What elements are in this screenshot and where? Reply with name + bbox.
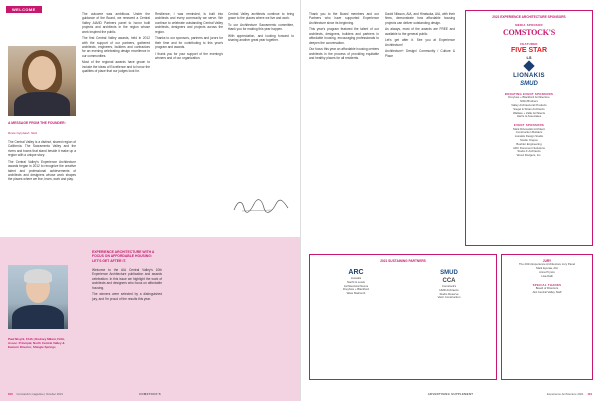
right-page	[300, 0, 600, 401]
section-tab: WELCOME	[6, 6, 42, 13]
sponsor-line: Studio Orepco	[520, 138, 538, 142]
article-paragraph: With appreciation, and looking forward to sharing another great year together.	[228, 34, 294, 43]
sponsor-line: ARC Document Solutions	[513, 145, 545, 150]
sponsor-line: Dreyfuss + Blackford Architecture	[508, 95, 550, 100]
partners-box	[309, 254, 497, 380]
article-paragraph: Our focus this year on affordable housing centers architects in the process of providing equitable and healthy places for all residents.	[309, 47, 379, 61]
smud-logo: SMUD	[520, 81, 538, 88]
sponsor-line: Wood Rodgers, Inc.	[516, 153, 542, 158]
sponsor-line: Mark Dziewulski Architect	[513, 126, 545, 131]
partners-right-column	[406, 269, 492, 300]
right-footer	[309, 391, 592, 397]
left-footer	[8, 391, 292, 397]
right-publication: Experience Architecture 2021	[547, 392, 584, 396]
judge-line: Anna Pryszo	[539, 270, 555, 274]
president-photo	[8, 265, 68, 329]
partner-line: Ware Malcomb	[346, 291, 366, 296]
sponsor-line: Buehler Engineering	[516, 141, 542, 146]
partner-line: Lionakis	[350, 276, 362, 280]
article-paragraph: Central Valley architects continue to bring grace to the places where we live and work.	[228, 12, 294, 21]
partners-left-column	[316, 269, 396, 296]
experience-column	[92, 268, 162, 388]
judges-box	[501, 254, 593, 380]
article-paragraph: As always, most of the awards are FREE and available to the general public.	[385, 27, 455, 36]
judge-line: Lisa Dalli	[541, 273, 553, 278]
article-column-3	[155, 12, 223, 232]
article-paragraph: The outcome was ambitious. Under the guidance of the Board, we renewed a Central Valley AIA/ID Partners panel to honor built projects and architects in the region whose work inspired the public.	[82, 12, 150, 34]
sponsor-line: Harris & Associates	[516, 114, 542, 119]
judges-title: JURY	[542, 259, 552, 263]
article-paragraph: To our Architecture Sacramento committee, thank you for making this year happen.	[228, 23, 294, 32]
sponsor-line: Construction Builders	[515, 130, 543, 135]
arc-logo: ARC	[348, 269, 364, 276]
experience-title: EXPERIENCE ARCHITECTURE WITH A FOCUS ON AFFORDABLE HOUSING: LET'S GET AFTER IT.	[92, 250, 155, 263]
article-paragraph: Most of the regional awards have grown to include the ideas of Excellence and to honor the qualities of place that our judges look for.	[82, 60, 150, 74]
lionakis-gem-icon	[523, 60, 534, 71]
right-page-number: 101	[587, 392, 592, 396]
sponsor-line: Valley Architectural Products	[511, 103, 547, 108]
founder-photo-body	[14, 92, 70, 116]
lionakis-logo: LIONAKIS	[513, 73, 545, 80]
sponsor-line: Wallace + Zalle Architects	[513, 110, 545, 115]
sponsor-line: Siegel & Strain Architects	[513, 106, 545, 111]
article-paragraph: This year's program featured the talent of our architects, designers, builders and partners in affordable housing, encouraging professionals to deepen the conversation.	[309, 27, 379, 45]
sponsor-line: Lionakis Design Studio	[514, 134, 544, 139]
sponsors-title: 2021 EXPERIENCE ARCHITECTURE SPONSORS	[492, 15, 566, 19]
intro-column	[8, 140, 76, 232]
intro-paragraph: The Central Valley is a distinct, shared region of California. The Sacramento Valley and the rivers and towns that stand beside it make up a region with a unique story.	[8, 140, 76, 158]
left-page-number: 100	[8, 392, 13, 396]
right-footer-mark: ADVERTISING SUPPLEMENT	[427, 392, 474, 396]
five-star-logo: FIVE STAR	[510, 47, 548, 55]
sponsor-line: Studio F Architects	[517, 149, 541, 154]
sponsor-line: Nibbi Brothers	[520, 99, 538, 104]
founder-photo	[8, 46, 76, 116]
article-paragraph: Thanks to our sponsors, partners and jurors for their time and for contributing to this year's program and awards.	[155, 36, 223, 50]
intro-paragraph: The Central Valley's Experience Architecture awards began in 2012 to recognize the creative talent and professional achievements of architects and designers whose work shapes the places where we live, learn, work and play.	[8, 159, 76, 182]
partner-line: HMR Architects	[439, 287, 459, 292]
experience-paragraph: Welcome to the AIA Central Valley's 10th Experience Architecture publication and awards celebration. In this issue we highlight the work of architects and designers who focus on affordable housing.	[92, 268, 162, 290]
article-paragraph: I thank you for your support of the evening's winners and of our organization.	[155, 51, 223, 61]
judge-line: Mark Eyeraa, AIA	[536, 266, 558, 271]
judge-line: The 2021 Experience Architecture Jury Panel	[518, 262, 576, 267]
support-sponsors-label: EVENT SPONSORS	[513, 123, 545, 128]
article-paragraph: David Nilsson, AIA, and Hiratsuka, AIA, with their firms, demonstrate how affordable housing projects can deliver outstanding design.	[385, 12, 455, 25]
event-sponsors-label: DONATING EVENT SPONSORS	[504, 92, 554, 97]
ls-logo: LS	[526, 55, 532, 61]
thanks-line: AIA Central Valley Staff	[532, 289, 562, 294]
article-paragraph: Let's get after it. See you at Experience Architecture!	[385, 38, 455, 47]
partner-line: Vanir Construction	[437, 295, 461, 300]
president-photo-hair	[24, 269, 52, 283]
article-paragraph: Resilience, I was reminded, is built into architects and every community we serve. We continue to celebrate outstanding Central Valley architects, designers and projects across the region.	[155, 12, 223, 34]
article-column-7	[385, 12, 455, 237]
comstocks-logo: COMSTOCK'S	[502, 27, 556, 37]
partner-line: Dreyfuss + Blackford	[343, 287, 369, 292]
article-column-6	[309, 12, 379, 237]
article-tagline: Architecture+ Design/ Community / Culture & Place	[385, 49, 455, 58]
article-paragraph: Thank you to the Board members and our Partners who have supported Experience Architecture since its beginning.	[309, 12, 379, 25]
article-paragraph: The first Central Valley awards, held in 2012 with the support of our partners, gathered architects, engineers, builders and contractors for an evening celebrating design excellence in our communities.	[82, 36, 150, 58]
partner-line: Studio Reserve	[439, 291, 459, 296]
partner-line: Nacht & Lewis	[347, 279, 365, 284]
signature-image	[232, 198, 290, 214]
partner-line: Architectural Nexus	[343, 283, 369, 288]
founder-message-title: A MESSAGE FROM THE FOUNDER:	[8, 121, 66, 125]
founder-photo-face	[28, 56, 56, 90]
cca-logo: CCA	[442, 278, 456, 284]
left-publication: Comstock's magazine | October 2021	[16, 392, 63, 396]
left-footer-mark: COMSTOCK'S	[139, 392, 161, 396]
featured-label: FEATURED	[520, 41, 538, 46]
article-column-2	[82, 12, 150, 232]
partners-title: 2021 SUSTAINING PARTNERS	[380, 259, 426, 263]
media-sponsor-label: MEDIA SPONSOR	[515, 23, 543, 28]
special-thanks-label: SPECIAL THANKS	[532, 282, 562, 287]
sponsors-box	[465, 10, 593, 246]
experience-paragraph: The winners were selected by a distinguished jury, and I'm proud of the results this year.	[92, 292, 162, 301]
president-caption: Paul Nisyrk, FAIA | Rodney Milani, FAIA, Assoc. Principal, North Central Valley & Eastern Director, Shingle Springs	[8, 337, 65, 349]
partner-line: Comstock's	[441, 284, 457, 288]
president-photo-body	[12, 305, 64, 329]
founder-name: Rosie Gyrybash, SHA	[8, 131, 38, 135]
thanks-line: Board of Directors	[535, 286, 559, 290]
smud-partner-logo: SMUD	[440, 270, 458, 276]
